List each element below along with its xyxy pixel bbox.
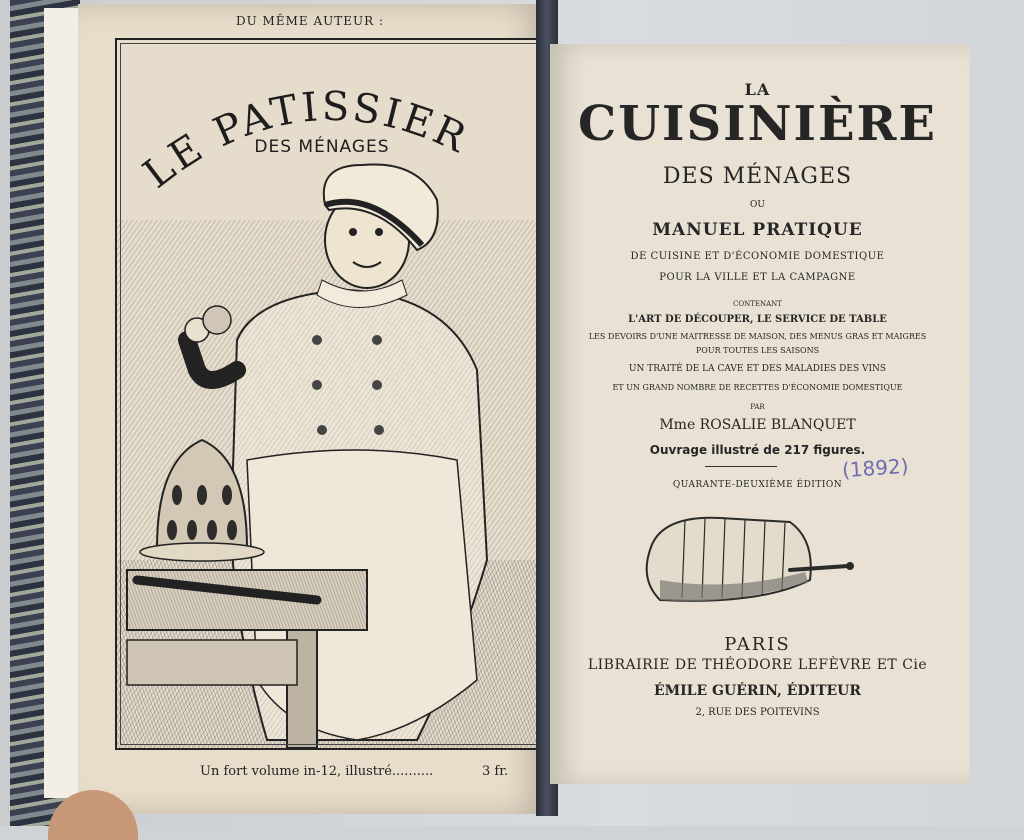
title-rule <box>705 466 777 467</box>
contents-devoirs-2: POUR TOUTES LES SAISONS <box>695 346 820 355</box>
subtitle-line-1: DE CUISINE ET D'ÉCONOMIE DOMESTIQUE <box>630 251 885 262</box>
footer-volume-text: Un fort volume in-12, illustré.......... <box>200 764 434 779</box>
patissier-subtitle: DES MÉNAGES <box>254 137 390 157</box>
figures-note: Ouvrage illustré de 217 figures. <box>649 443 866 457</box>
title-article: LA <box>744 80 771 99</box>
left-page-header: DU MÊME AUTEUR : <box>235 14 384 28</box>
contents-devoirs-1: LES DEVOIRS D'UNE MAITRESSE DE MAISON, DES MENUS GRAS ET MAIGRES <box>588 332 927 341</box>
left-page-footer <box>200 764 509 779</box>
pencil-annotation: (1892) <box>841 453 910 483</box>
patissier-title: LE PATISSIER <box>135 83 476 198</box>
par-label: PAR <box>750 403 765 411</box>
book-subtitle: DES MÉNAGES <box>662 164 853 189</box>
carving-roast-illustration <box>640 510 860 610</box>
contents-traite: UN TRAITÉ DE LA CAVE ET DES MALADIES DES VINS <box>628 364 887 374</box>
contents-recettes: ET UN GRAND NOMBRE DE RECETTES D'ÉCONOMIE DOMESTIQUE <box>612 383 903 392</box>
book-title: CUISINIÈRE <box>577 96 938 152</box>
right-page-title <box>550 44 970 784</box>
contents-art: L'ART DE DÉCOUPER, LE SERVICE DE TABLE <box>628 314 887 325</box>
imprint-librairie: LIBRAIRIE DE THÉODORE LEFÈVRE ET Cie <box>587 657 928 673</box>
subtitle-line-2: POUR LA VILLE ET LA CAMPAGNE <box>659 272 856 283</box>
manuel-pratique: MANUEL PRATIQUE <box>652 220 863 240</box>
contenant-label: CONTENANT <box>733 300 782 308</box>
imprint-address: 2, RUE DES POITEVINS <box>695 707 820 718</box>
edition-label: QUARANTE-DEUXIÈME ÉDITION <box>672 480 843 490</box>
author-name: Mme ROSALIE BLANQUET <box>659 417 856 433</box>
imprint-editeur: ÉMILE GUÉRIN, ÉDITEUR <box>653 683 862 699</box>
footer-price: 3 fr. <box>482 764 509 779</box>
title-ou: OU <box>750 200 765 210</box>
imprint-city: PARIS <box>724 634 791 655</box>
illustration-frame <box>115 38 545 750</box>
